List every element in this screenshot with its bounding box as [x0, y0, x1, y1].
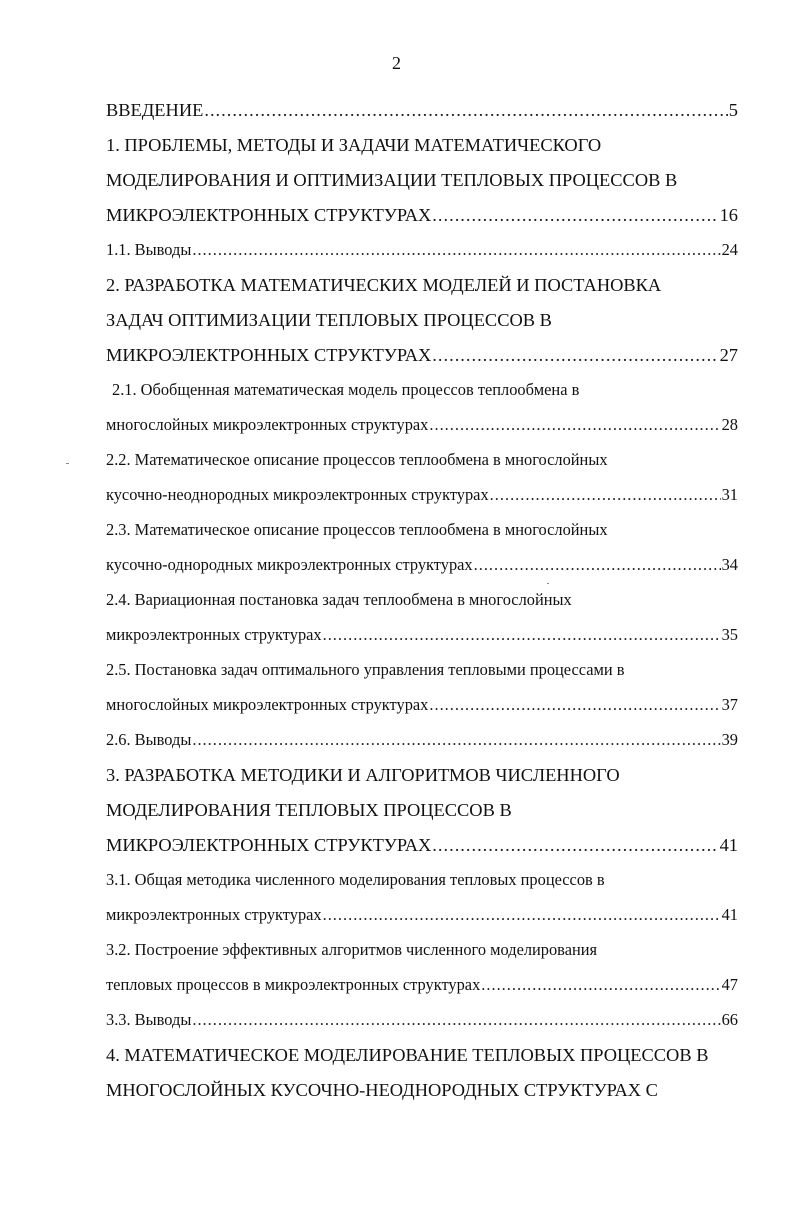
- toc-line: [106, 518, 738, 542]
- toc-page-number: 34: [721, 553, 738, 577]
- toc-line: [106, 693, 738, 717]
- scan-speck: [66, 463, 69, 464]
- leader-dots: [429, 413, 720, 437]
- leader-dots: [192, 1008, 720, 1032]
- toc-entry-text: 2.3. Математическое описание процессов теплообмена в многослойных: [106, 520, 608, 539]
- leader-dots: [432, 833, 718, 857]
- leader-dots: [432, 203, 718, 227]
- toc-entry-text: МНОГОСЛОЙНЫХ КУСОЧНО-НЕОДНОРОДНЫХ СТРУКТУРАХ С: [106, 1080, 658, 1100]
- toc-line: [106, 868, 738, 892]
- toc-entry-text: МИКРОЭЛЕКТРОННЫХ СТРУКТУРАХ: [106, 345, 432, 365]
- toc-line: [106, 763, 738, 787]
- toc-line: [106, 588, 738, 612]
- toc-page-number: 41: [719, 835, 738, 855]
- leader-dots: [481, 973, 720, 997]
- toc-line: [106, 1078, 738, 1102]
- toc-entry-text: 2.5. Постановка задач оптимального управления тепловыми процессами в: [106, 660, 625, 679]
- toc-page-number: 41: [721, 903, 738, 927]
- toc-line: [106, 1008, 738, 1032]
- page-number: 2: [392, 53, 401, 73]
- leader-dots: [490, 483, 721, 507]
- toc-line: [106, 938, 738, 962]
- leader-dots: [323, 623, 721, 647]
- toc-line: [106, 448, 738, 472]
- toc-line: [106, 378, 738, 402]
- toc-entry-text: ВВЕДЕНИЕ: [106, 100, 204, 120]
- toc-page-number: 35: [721, 623, 738, 647]
- toc-entry-text: 3.2. Построение эффективных алгоритмов численного моделирования: [106, 940, 598, 959]
- toc-entry-text: тепловых процессов в микроэлектронных структурах: [106, 973, 481, 997]
- toc-page-number: 31: [721, 483, 738, 507]
- leader-dots: [429, 693, 720, 717]
- toc-entry-text: 1. ПРОБЛЕМЫ, МЕТОДЫ И ЗАДАЧИ МАТЕМАТИЧЕСКОГО: [106, 135, 602, 155]
- toc-entry-text: 1.1. Выводы: [106, 238, 192, 262]
- toc-entry-text: 2.4. Вариационная постановка задач теплообмена в многослойных: [106, 590, 572, 609]
- toc-line: [106, 623, 738, 647]
- toc-line: [106, 413, 738, 437]
- toc-entry-text: микроэлектронных структурах: [106, 903, 323, 927]
- toc-page-number: 24: [721, 238, 738, 262]
- toc-entry-text: кусочно-неоднородных микроэлектронных структурах: [106, 483, 490, 507]
- toc-line: [106, 728, 738, 752]
- toc-entry-text: ЗАДАЧ ОПТИМИЗАЦИИ ТЕПЛОВЫХ ПРОЦЕССОВ В: [106, 310, 552, 330]
- toc-page-number: 28: [721, 413, 738, 437]
- toc-entry-text: 3.3. Выводы: [106, 1008, 192, 1032]
- toc-entry-text: 4. МАТЕМАТИЧЕСКОЕ МОДЕЛИРОВАНИЕ ТЕПЛОВЫХ ПРОЦЕССОВ В: [106, 1045, 709, 1065]
- toc-entry-text: 2.2. Математическое описание процессов теплообмена в многослойных: [106, 450, 608, 469]
- toc-line: [106, 273, 738, 297]
- toc-entry-text: МИКРОЭЛЕКТРОННЫХ СТРУКТУРАХ: [106, 835, 432, 855]
- toc-line: [106, 483, 738, 507]
- toc-line: [106, 238, 738, 262]
- toc-page-number: 27: [719, 345, 738, 365]
- leader-dots: [474, 553, 721, 577]
- toc-entry-text: кусочно-однородных микроэлектронных структурах: [106, 553, 474, 577]
- leader-dots: [432, 343, 718, 367]
- toc-entry-text: МОДЕЛИРОВАНИЯ И ОПТИМИЗАЦИИ ТЕПЛОВЫХ ПРОЦЕССОВ В: [106, 170, 678, 190]
- toc-entry-text: МОДЕЛИРОВАНИЯ ТЕПЛОВЫХ ПРОЦЕССОВ В: [106, 800, 512, 820]
- toc-line: [106, 1043, 738, 1067]
- toc-entry-text: 3. РАЗРАБОТКА МЕТОДИКИ И АЛГОРИТМОВ ЧИСЛЕННОГО: [106, 765, 620, 785]
- toc-entry-text: 2. РАЗРАБОТКА МАТЕМАТИЧЕСКИХ МОДЕЛЕЙ И ПОСТАНОВКА: [106, 275, 662, 295]
- leader-dots: [192, 728, 720, 752]
- toc-line: [106, 308, 738, 332]
- toc-entry-text: МИКРОЭЛЕКТРОННЫХ СТРУКТУРАХ: [106, 205, 432, 225]
- toc-page-number: 37: [721, 693, 738, 717]
- leader-dots: [323, 903, 721, 927]
- leader-dots: [192, 238, 720, 262]
- toc-page-number: 66: [721, 1008, 738, 1032]
- leader-dots: [204, 98, 727, 122]
- toc-line: [106, 98, 738, 122]
- toc-page-number: 39: [721, 728, 738, 752]
- toc-entry-text: 2.6. Выводы: [106, 728, 192, 752]
- toc-line: [106, 903, 738, 927]
- toc-entry-text: 2.1. Обобщенная математическая модель процессов теплообмена в: [112, 380, 580, 399]
- toc-line: [106, 973, 738, 997]
- toc-line: [106, 133, 738, 157]
- toc-entry-text: многослойных микроэлектронных структурах: [106, 693, 429, 717]
- table-of-contents: [106, 98, 738, 1113]
- toc-line: [106, 203, 738, 227]
- toc-line: [106, 343, 738, 367]
- toc-line: [106, 798, 738, 822]
- toc-entry-text: 3.1. Общая методика численного моделирования тепловых процессов в: [106, 870, 605, 889]
- scan-speck: [547, 583, 549, 584]
- toc-entry-text: многослойных микроэлектронных структурах: [106, 413, 429, 437]
- toc-line: [106, 553, 738, 577]
- toc-line: [106, 168, 738, 192]
- toc-page-number: 5: [728, 100, 738, 120]
- toc-entry-text: микроэлектронных структурах: [106, 623, 323, 647]
- toc-line: [106, 658, 738, 682]
- toc-line: [106, 833, 738, 857]
- toc-page-number: 47: [721, 973, 738, 997]
- toc-page-number: 16: [719, 205, 738, 225]
